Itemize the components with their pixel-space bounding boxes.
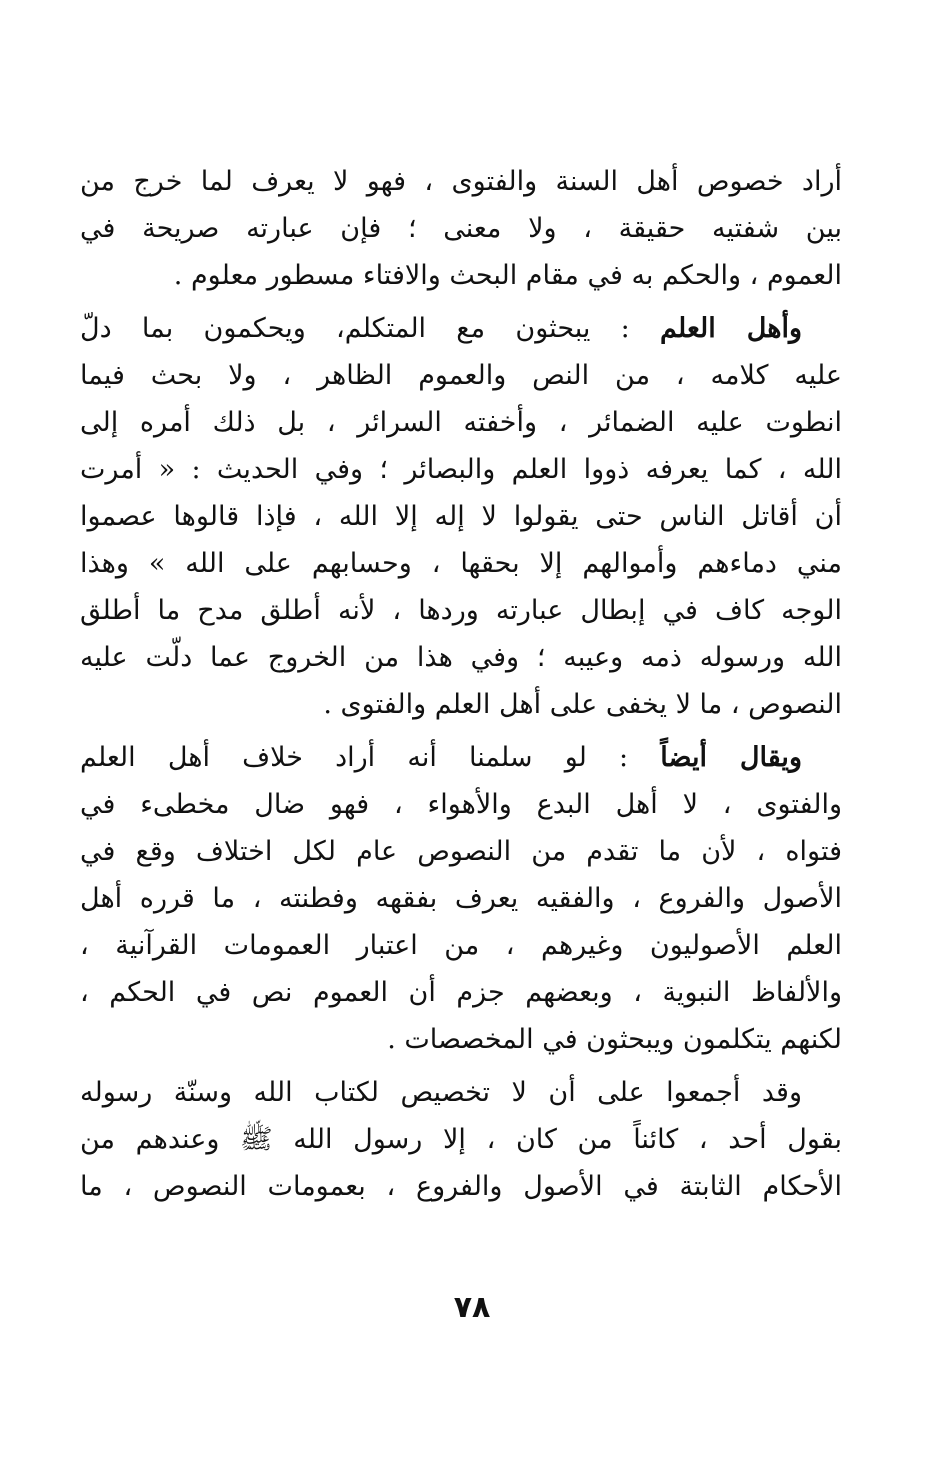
- text-line: والفتوى ، لا أهل البدع والأهواء ، فهو ضال مخطىء في: [80, 789, 842, 820]
- text-line: [80, 734, 842, 781]
- paragraph-2: [80, 305, 842, 728]
- text-line: عليه كلامه ، من النص والعموم الظاهر ، ولا بحث فيما: [80, 360, 842, 391]
- body-text: [80, 158, 842, 1210]
- text-span: : لو سلمنا أنه أراد خلاف أهل العلم: [80, 742, 629, 773]
- text-line: العلم الأصوليون وغيرهم ، من اعتبار العمومات القرآنية ،: [80, 930, 842, 961]
- text-line: والألفاظ النبوية ، وبعضهم جزم أن العموم نص في الحكم ،: [80, 977, 842, 1008]
- text-line: انطوت عليه الضمائر ، وأخفته السرائر ، بل ذلك أمره إلى: [80, 407, 842, 438]
- paragraph-lead: ويقال أيضاً: [660, 742, 802, 773]
- text-span: : يبحثون مع المتكلم، ويحكمون بما دلّ: [80, 313, 630, 344]
- text-line: الأصول والفروع ، والفقيه يعرف بفقهه وفطنته ، ما قرره أهل: [80, 883, 842, 914]
- text-line: الله ورسوله ذمه وعيبه ؛ وفي هذا من الخروج عما دلّت عليه: [80, 642, 842, 673]
- text-line: الله ، كما يعرفه ذووا العلم والبصائر ؛ وفي الحديث : « أمرت: [80, 454, 842, 485]
- text-line: لكنهم يتكلمون ويبحثون في المخصصات .: [387, 1024, 842, 1055]
- paragraph-3: [80, 734, 842, 1063]
- text-line: [80, 305, 842, 352]
- text-line: وقد أجمعوا على أن لا تخصيص لكتاب الله وسنّة رسوله: [80, 1077, 802, 1108]
- paragraph-4: [80, 1069, 842, 1210]
- text-line: الوجه كاف في إبطال عبارته وردها ، لأنه أطلق مدح ما أطلق: [80, 595, 842, 626]
- paragraph-1: [80, 158, 842, 299]
- text-line: الأحكام الثابتة في الأصول والفروع ، بعمومات النصوص ، ما: [80, 1171, 842, 1202]
- text-line: النصوص ، ما لا يخفى على أهل العلم والفتوى .: [323, 689, 842, 720]
- text-line: بقول أحد ، كائناً من كان ، إلا رسول الله ﷺ وعندهم من: [80, 1124, 842, 1155]
- text-line: أراد خصوص أهل السنة والفتوى ، فهو لا يعرف لما خرج من: [80, 166, 842, 197]
- page-number: ٧٨: [453, 1290, 491, 1325]
- text-line: أن أقاتل الناس حتى يقولوا لا إله إلا الله ، فإذا قالوها عصموا: [80, 501, 842, 532]
- paragraph-lead: وأهل العلم: [660, 313, 802, 344]
- text-line: فتواه ، لأن ما تقدم من النصوص عام لكل اختلاف وقع في: [80, 836, 842, 867]
- text-line: بين شفتيه حقيقة ، ولا معنى ؛ فإن عبارته صريحة في: [80, 213, 842, 244]
- text-line: العموم ، والحكم به في مقام البحث والافتاء مسطور معلوم .: [173, 260, 842, 291]
- text-line: مني دماءهم وأموالهم إلا بحقها ، وحسابهم على الله » وهذا: [80, 548, 842, 579]
